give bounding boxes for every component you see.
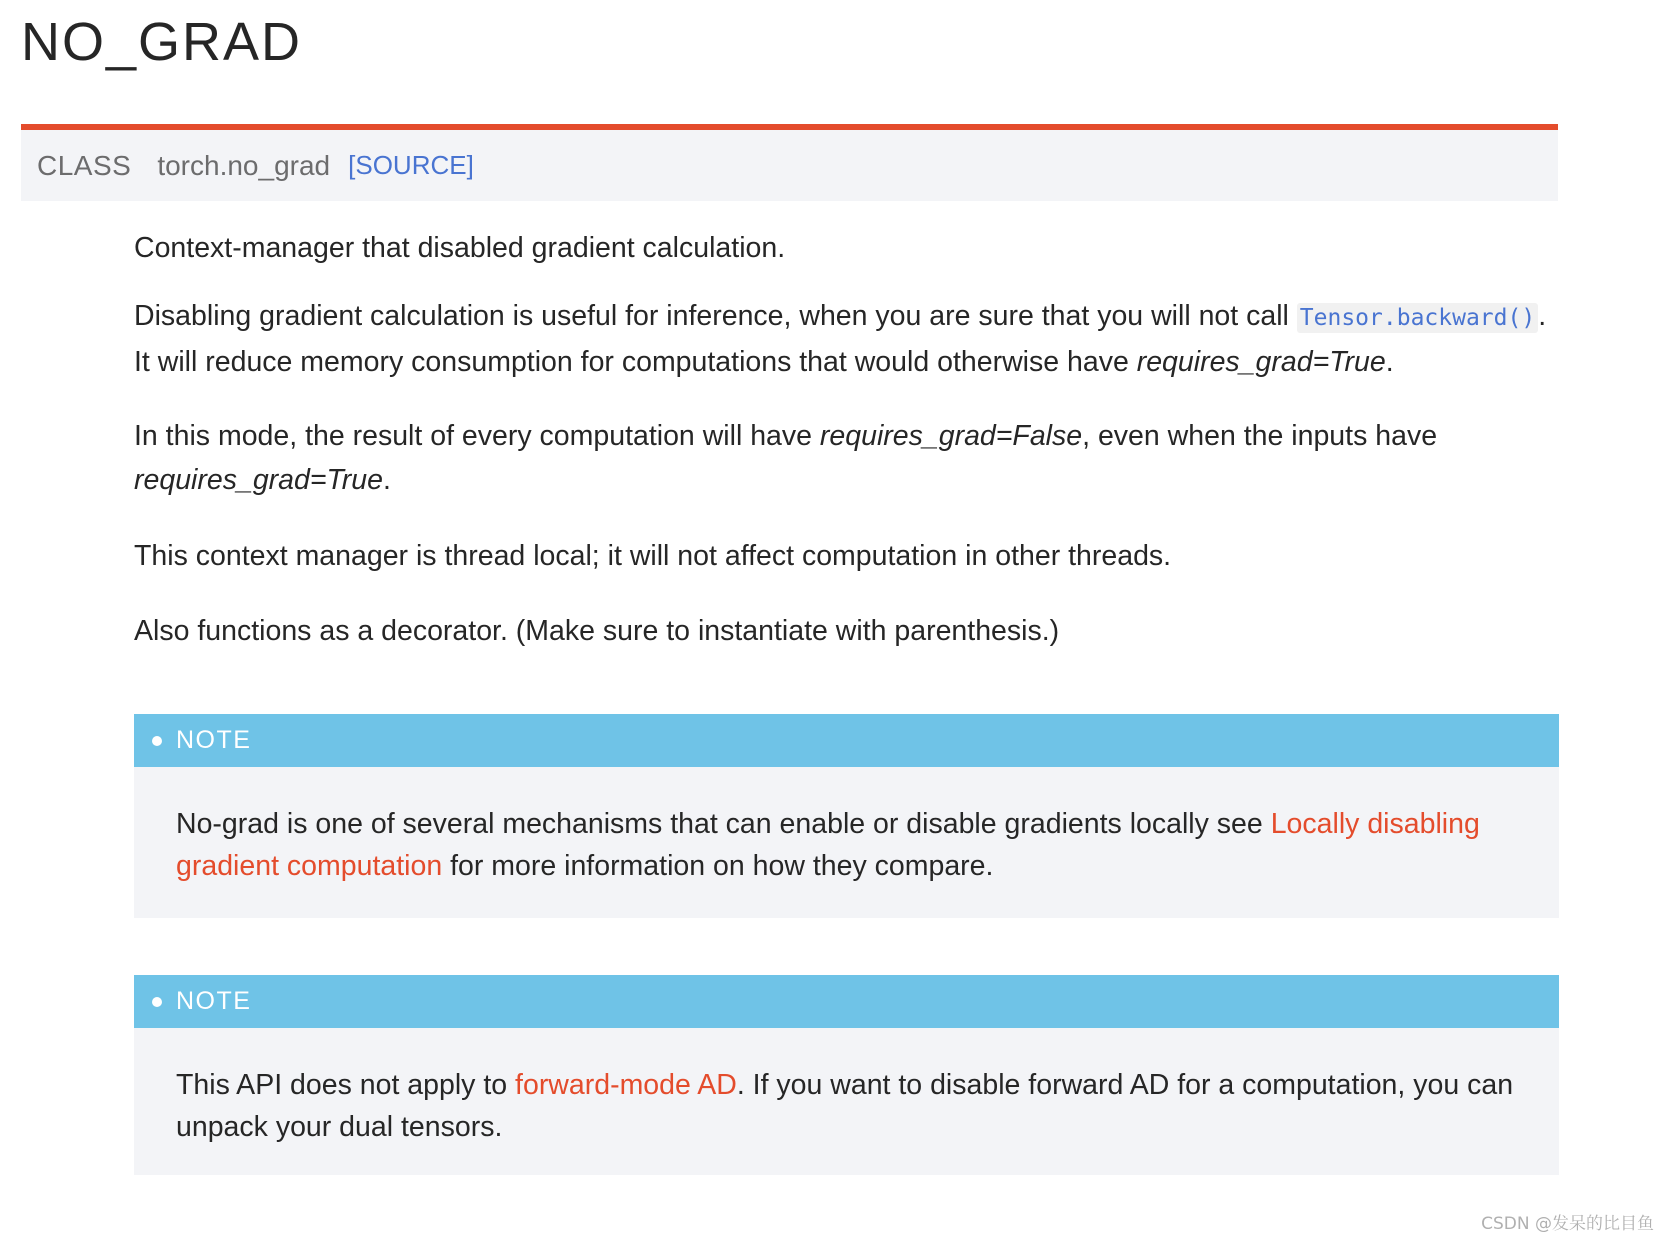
bullet-icon [152,736,162,746]
paragraph-text: Disabling gradient calculation is useful for inference, when you are sure that you will not call [134,300,1297,332]
note-header [134,714,1559,767]
paragraph-text: . [383,464,391,496]
signature-kind: CLASS [37,149,132,181]
emphasis-text: requires_grad=False [819,420,1083,452]
paragraph-text: . [1385,346,1394,378]
thread-local-paragraph: This context manager is thread local; it will not affect computation in other threads. [134,540,1172,572]
paragraph-text: In this mode, the result of every computation will have [134,420,820,452]
paragraph-text: . It will reduce memory consumption for computations that would otherwise have [134,300,1547,378]
note-heading: NOTE [176,987,252,1015]
paragraph-text: , even when the inputs have [1082,420,1438,452]
inference-paragraph [134,294,1559,384]
forward-mode-ad-link[interactable]: forward-mode AD [515,1069,737,1101]
note-header [134,975,1559,1028]
signature-name: torch.no_grad [157,149,331,181]
note-text-part: . If you want to disable forward AD for a computation, you can unpack your dual tensors. [176,1069,1514,1143]
description-paragraph: Context-manager that disabled gradient calculation. [134,232,786,264]
note-text [134,1028,1559,1148]
class-signature [21,124,1558,201]
decorator-paragraph: Also functions as a decorator. (Make sure to instantiate with parenthesis.) [134,615,1060,647]
note-text-part: for more information on how they compare. [442,850,994,882]
emphasis-text: requires_grad=True [1136,346,1386,378]
note-text-part: This API does not apply to [176,1069,516,1101]
page-title: NO_GRAD [21,12,303,72]
mode-paragraph [134,414,1559,502]
note-heading: NOTE [176,726,252,754]
watermark: CSDN @发呆的比目鱼 [1481,1214,1654,1234]
emphasis-text: requires_grad=True [134,464,383,496]
bullet-icon [152,997,162,1007]
locally-disabling-link[interactable]: Locally disabling gradient computation [176,808,1480,882]
note-box [134,714,1559,918]
note-text [134,767,1559,887]
note-box [134,975,1559,1175]
tensor-backward-link[interactable]: Tensor.backward() [1297,303,1538,333]
note-text-part: No-grad is one of several mechanisms that can enable or disable gradients locally see [176,808,1271,840]
source-link[interactable]: [SOURCE] [348,150,474,180]
